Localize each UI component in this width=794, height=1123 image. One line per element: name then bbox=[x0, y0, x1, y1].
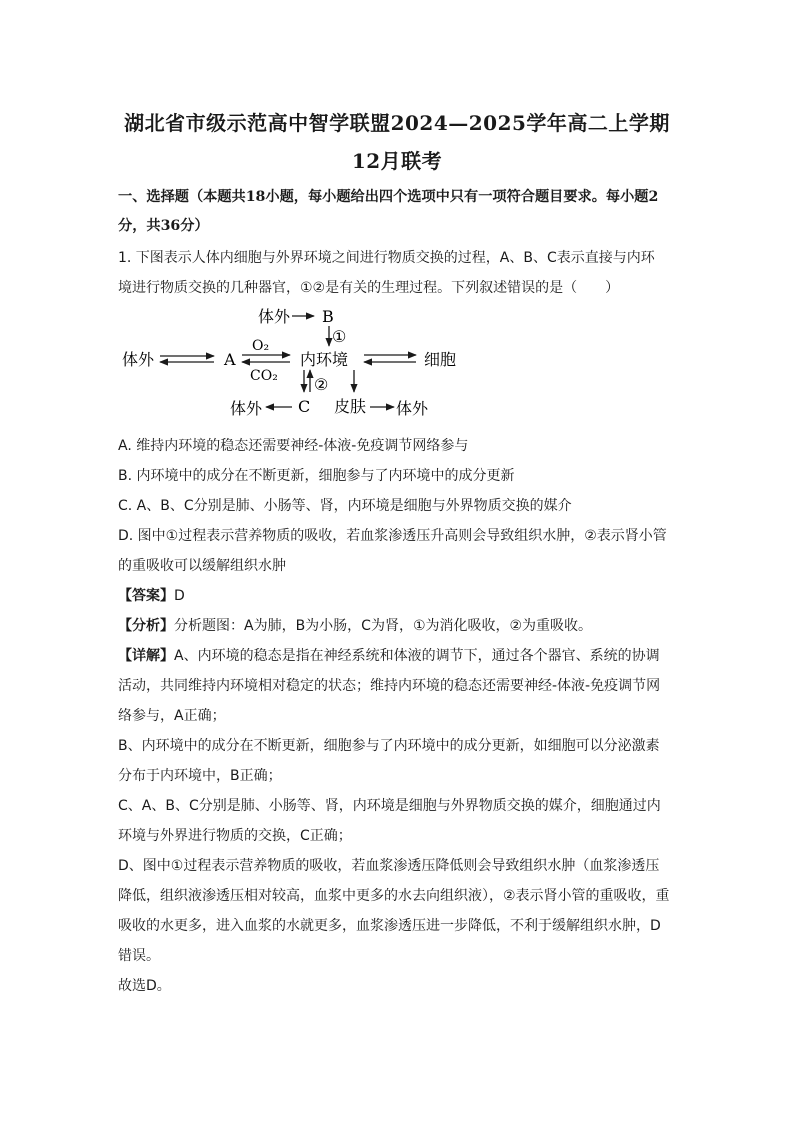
label-skin: 皮肤 bbox=[334, 397, 367, 416]
label-outside-bottom-right: 体外 bbox=[396, 399, 429, 418]
detail-line1 bbox=[118, 641, 678, 671]
label-process-2: ② bbox=[314, 375, 329, 394]
document-title-line2: 12月联考 bbox=[351, 149, 443, 173]
option-a: A. 维持内环境的稳态还需要神经-体液-免疫调节网络参与 bbox=[118, 438, 469, 454]
label-outside-top: 体外 bbox=[258, 307, 291, 326]
option-d-line2: 的重吸收可以缓解组织水肿 bbox=[118, 558, 286, 574]
label-process-1: ① bbox=[332, 327, 347, 346]
options-block bbox=[118, 431, 678, 1001]
label-internal-environment: 内环境 bbox=[300, 350, 349, 369]
answer-line bbox=[118, 581, 678, 611]
detail-line12: 故选D。 bbox=[118, 978, 171, 994]
detail-line10: 吸收的水更多，进入血浆的水就更多，血浆渗透压进一步降低，不利于缓解组织水肿，D bbox=[118, 918, 661, 934]
label-outside-left: 体外 bbox=[122, 350, 155, 369]
detail-line8: D、图中①过程表示营养物质的吸收，若血浆渗透压降低则会导致组织水肿（血浆渗透压 bbox=[118, 858, 660, 874]
detail-line11: 错误。 bbox=[118, 948, 160, 964]
option-d-line1: D. 图中①过程表示营养物质的吸收，若血浆渗透压升高则会导致组织水肿，②表示肾小管 bbox=[118, 528, 667, 544]
answer-value: D bbox=[174, 588, 185, 604]
label-co2: CO₂ bbox=[250, 368, 278, 384]
detail-line9: 降低，组织液渗透压相对较高，血浆中更多的水去向组织液），②表示肾小管的重吸收，重 bbox=[118, 888, 670, 904]
question-line2: 境进行物质交换的几种器官，①②是有关的生理过程。下列叙述错误的是（ ） bbox=[118, 280, 620, 296]
label-cell: 细胞 bbox=[424, 350, 457, 369]
section-heading-line1: 一、选择题（本题共18小题，每小题给出四个选项中只有一项符合题目要求。每小题2 bbox=[118, 189, 659, 205]
option-c: C. A、B、C分别是肺、小肠等、肾，内环境是细胞与外界物质交换的媒介 bbox=[118, 498, 572, 514]
document-title-line1: 湖北省市级示范高中智学联盟2024—2025学年高二上学期 bbox=[124, 111, 670, 135]
detail-text-1: A、内环境的稳态是指在神经系统和体液的调节下，通过各个器官、系统的协调 bbox=[174, 648, 660, 664]
label-o2: O₂ bbox=[252, 338, 270, 354]
question-stem bbox=[118, 243, 678, 303]
label-B: B bbox=[322, 307, 334, 326]
detail-tag: 【详解】 bbox=[118, 648, 174, 664]
detail-line5: 分布于内环境中，B正确； bbox=[118, 768, 282, 784]
detail-line2: 活动，共同维持内环境相对稳定的状态；维持内环境的稳态还需要神经-体液-免疫调节网 bbox=[118, 678, 661, 694]
answer-tag: 【答案】 bbox=[118, 588, 174, 604]
detail-line3: 络参与，A正确； bbox=[118, 708, 226, 724]
detail-line4: B、内环境中的成分在不断更新，细胞参与了内环境中的成分更新，如细胞可以分泌激素 bbox=[118, 738, 660, 754]
detail-line6: C、A、B、C分别是肺、小肠等、肾，内环境是细胞与外界物质交换的媒介，细胞通过内 bbox=[118, 798, 661, 814]
section-heading bbox=[118, 183, 678, 241]
analysis-line bbox=[118, 611, 678, 641]
option-b: B. 内环境中的成分在不断更新，细胞参与了内环境中的成分更新 bbox=[118, 468, 515, 484]
label-A: A bbox=[224, 350, 236, 369]
detail-line7: 环境与外界进行物质的交换，C正确； bbox=[118, 828, 352, 844]
analysis-text: 分析题图：A为肺，B为小肠，C为肾，①为消化吸收，②为重吸收。 bbox=[174, 618, 593, 634]
question-line1: 1. 下图表示人体内细胞与外界环境之间进行物质交换的过程，A、B、C表示直接与内环 bbox=[118, 250, 655, 266]
section-heading-line2: 分，共36分） bbox=[118, 218, 209, 234]
exchange-diagram bbox=[118, 302, 478, 420]
label-C: C bbox=[298, 397, 311, 416]
label-outside-bottom-left: 体外 bbox=[230, 399, 263, 418]
analysis-tag: 【分析】 bbox=[118, 618, 174, 634]
